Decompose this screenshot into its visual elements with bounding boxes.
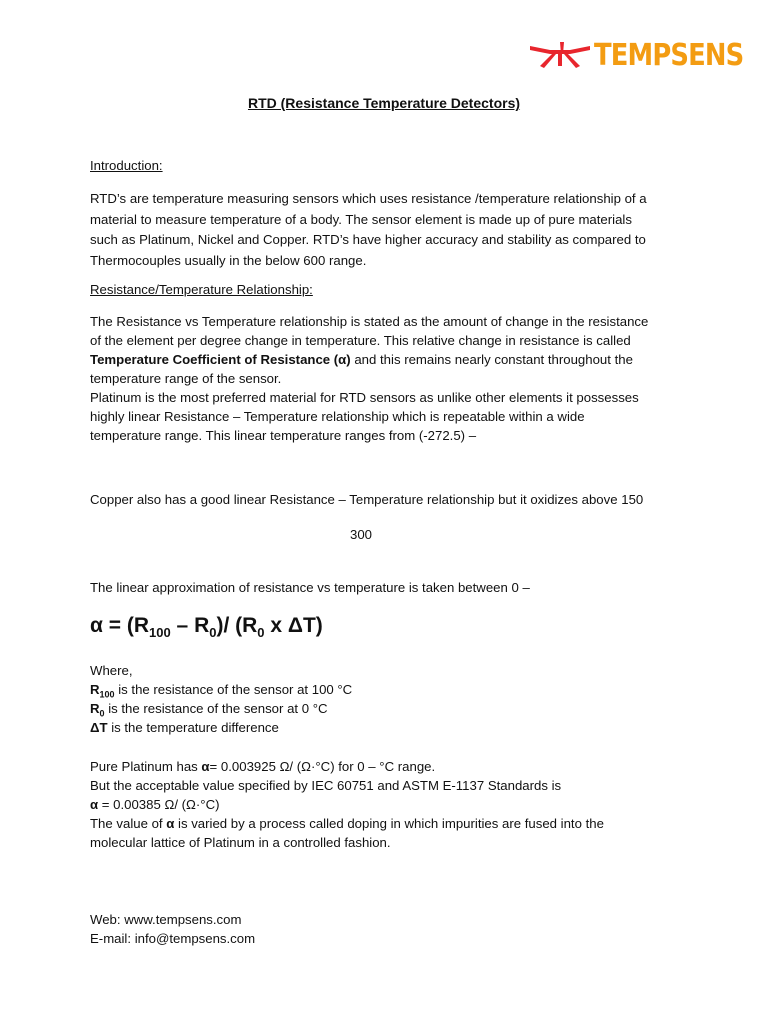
paragraph-line: Platinum is the most preferred material for RTD sensors as unlike other elements it possesses [90, 390, 639, 405]
copper-line: Copper also has a good linear Resistance – Temperature relationship but it oxidizes above 150 [90, 492, 644, 507]
alpha-value: = 0.00385 Ω/ (Ω·°C) [98, 797, 220, 812]
platinum-text: = 0.003925 Ω/ (Ω·°C) for 0 – °C range. [209, 759, 436, 774]
formula-text: α = (R [90, 614, 150, 637]
paragraph-line: Thermocouples usually in the below 600 range. [90, 252, 367, 268]
standards-line: But the acceptable value specified by IEC 60751 and ASTM E-1137 Standards is [90, 778, 562, 793]
formula-text: x ΔT) [264, 614, 323, 637]
r0-subscript: 0 [99, 708, 105, 719]
delta-t-text: is the temperature difference [107, 720, 279, 735]
logo-brand-text: TEMPSENS [594, 38, 744, 73]
paragraph-line: material to measure temperature of a body. The sensor element is made up of pure materials [90, 211, 632, 227]
delta-t-definition [90, 718, 279, 737]
formula-text: – R [170, 614, 210, 637]
paragraph-line: RTD’s are temperature measuring sensors which uses resistance /temperature relationship of a [90, 191, 647, 206]
where-label: Where, [90, 663, 133, 678]
paragraph-line: highly linear Resistance – Temperature relationship which is repeatable within a wide [90, 409, 585, 424]
footer-web: Web: www.tempsens.com [90, 912, 242, 927]
tcr-term: Temperature Coefficient of Resistance (α) [90, 352, 351, 367]
pure-platinum-line [90, 757, 435, 776]
doping-text: The value of [90, 816, 167, 831]
introduction-paragraph [90, 189, 690, 271]
r0-symbol: R [90, 701, 100, 716]
standard-alpha-line [90, 795, 220, 814]
formula-subscript: 0 [209, 625, 217, 641]
relationship-paragraph [90, 312, 690, 445]
introduction-heading: Introduction: [90, 158, 163, 173]
formula-subscript: 0 [257, 625, 265, 641]
r100-text: is the resistance of the sensor at 100 °C [114, 682, 353, 697]
alpha-symbol: α [90, 797, 99, 812]
linear-approximation-line: The linear approximation of resistance vs temperature is taken between 0 – [90, 580, 530, 595]
alpha-symbol: α [166, 816, 175, 831]
lattice-line: molecular lattice of Platinum in a controlled fashion. [90, 835, 391, 850]
tempsens-logo [528, 38, 744, 74]
paragraph-text: and this remains nearly constant throughout the [350, 352, 633, 367]
alpha-formula [90, 614, 323, 640]
r100-subscript: 100 [99, 689, 115, 700]
relationship-heading: Resistance/Temperature Relationship: [90, 282, 313, 297]
paragraph-line [90, 350, 690, 369]
paragraph-line: such as Platinum, Nickel and Copper. RTD’s have higher accuracy and stability as compared to [90, 232, 646, 247]
r0-text: is the resistance of the sensor at 0 °C [104, 701, 328, 716]
tempsens-mark-icon [528, 40, 592, 70]
platinum-text: Pure Platinum has [90, 759, 202, 774]
paragraph-line: The Resistance vs Temperature relationship is stated as the amount of change in the resistance [90, 314, 649, 329]
formula-subscript: 100 [149, 625, 171, 641]
doping-line [90, 814, 604, 833]
delta-t-symbol: ΔT [90, 720, 108, 735]
doping-text: is varied by a process called doping in which impurities are fused into the [174, 816, 604, 831]
paragraph-line: temperature range. This linear temperature ranges from (-272.5) – [90, 428, 477, 443]
document-title: RTD (Resistance Temperature Detectors) [247, 95, 521, 111]
footer-email: E-mail: info@tempsens.com [90, 931, 256, 946]
value-300: 300 [350, 527, 373, 542]
formula-text: )/ (R [216, 614, 258, 637]
r100-symbol: R [90, 682, 100, 697]
paragraph-line: temperature range of the sensor. [90, 371, 282, 386]
paragraph-line: of the element per degree change in temperature. This relative change in resistance is called [90, 333, 631, 348]
alpha-symbol: α [201, 759, 210, 774]
